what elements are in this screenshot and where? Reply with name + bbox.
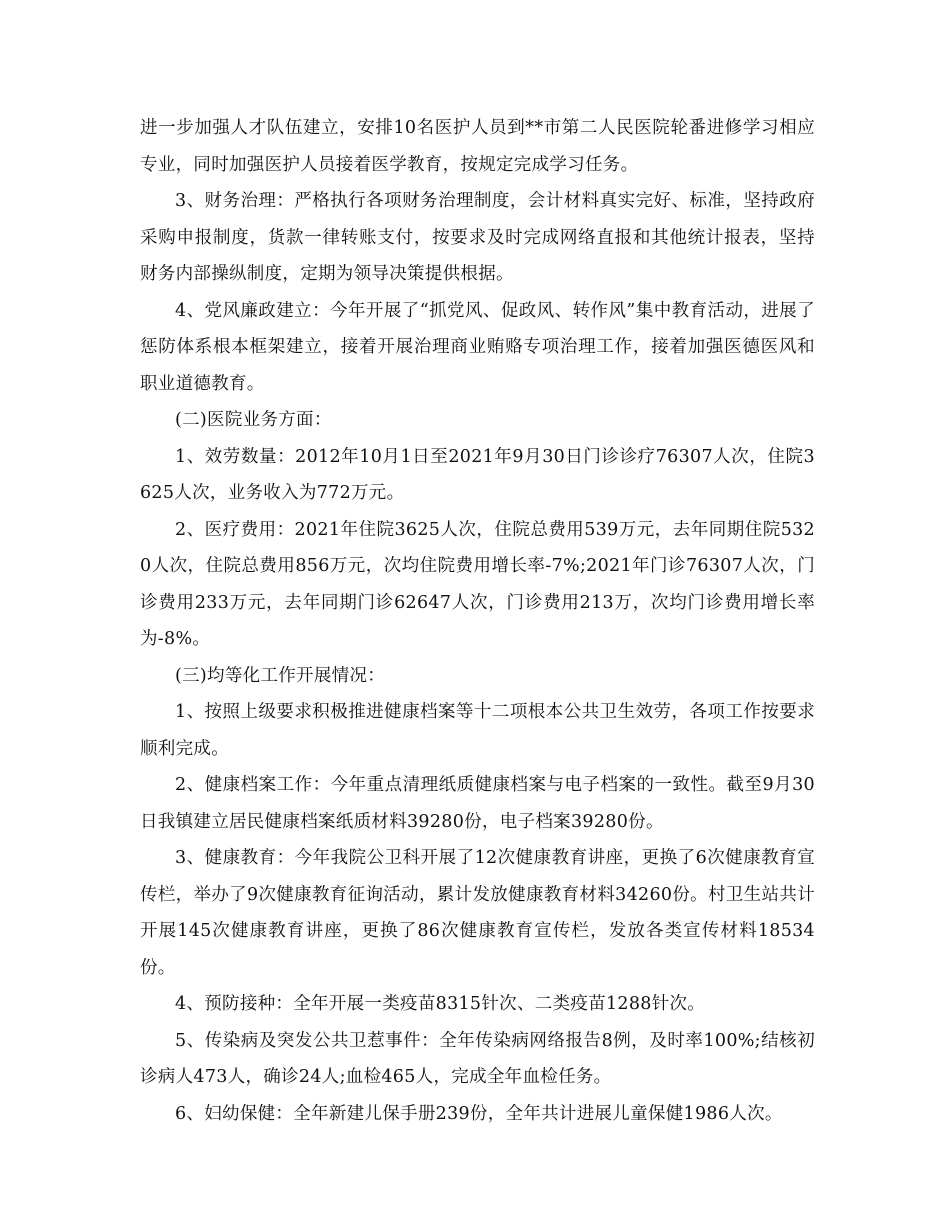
paragraph-finance-management: 3、财务治理：严格执行各项财务治理制度，会计材料真实完好、标准，坚持政府采购申报制度，货款一律转账支付，按要求及时完成网络直报和其他统计报表，坚持财务内部操纵制度，定期为领导决策提供根据。 [140,191,815,284]
paragraph-health-records: 2、健康档案工作：今年重点清理纸质健康档案与电子档案的一致性。截至9月30日我镇建立居民健康档案纸质材料39280份，电子档案39280份。 [140,775,815,832]
paragraph-service-volume: 1、效劳数量：2012年10月1日至2021年9月30日门诊诊疗76307人次，住院3625人次，业务收入为772万元。 [140,446,815,503]
section-heading-hospital-business: (二)医院业务方面： [175,410,332,430]
paragraph-party-conduct: 4、党风廉政建立：今年开展了“抓党风、促政风、转作风”集中教育活动，进展了惩防体系根本框架建立，接着开展治理商业贿赂专项治理工作，接着加强医德医风和职业道德教育。 [140,300,815,394]
document-body [140,110,815,1132]
section-heading-equalization-work: (三)均等化工作开展情况： [175,665,386,686]
paragraph-maternal-child-health: 6、妇幼保健：全年新建儿保手册239份，全年共计进展儿童保健1986人次。 [175,1103,783,1124]
paragraph-staff-training: 进一步加强人才队伍建立，安排10名医护人员到**市第二人民医院轮番进修学习相应专业，同时加强医护人员接着医学教育，按规定完成学习任务。 [140,118,815,175]
paragraph-infectious-disease: 5、传染病及突发公共卫惹事件：全年传染病网络报告8例，及时率100%;结核初诊病人473人，确诊24人;血检465人，完成全年血检任务。 [140,1030,815,1087]
paragraph-public-health-services: 1、按照上级要求积极推进健康档案等十二项根本公共卫生效劳，各项工作按要求顺利完成。 [140,702,815,759]
paragraph-vaccination: 4、预防接种：全年开展一类疫苗8315针次、二类疫苗1288针次。 [175,994,706,1014]
paragraph-medical-costs: 2、医疗费用：2021年住院3625人次，住院总费用539万元，去年同期住院5320人次，住院总费用856万元，次均住院费用增长率-7%;2021年门诊76307人次，门诊费用233万元，去年同期门诊62647人次，门诊费用213万，次均门诊费用增长率为-8%。 [140,519,815,649]
paragraph-health-education: 3、健康教育：今年我院公卫科开展了12次健康教育讲座，更换了6次健康教育宣传栏，举办了9次健康教育征询活动，累计发放健康教育材料34260份。村卫生站共计开展145次健康教育讲座，更换了86次健康教育宣传栏，发放各类宣传材料18534份。 [140,848,815,978]
